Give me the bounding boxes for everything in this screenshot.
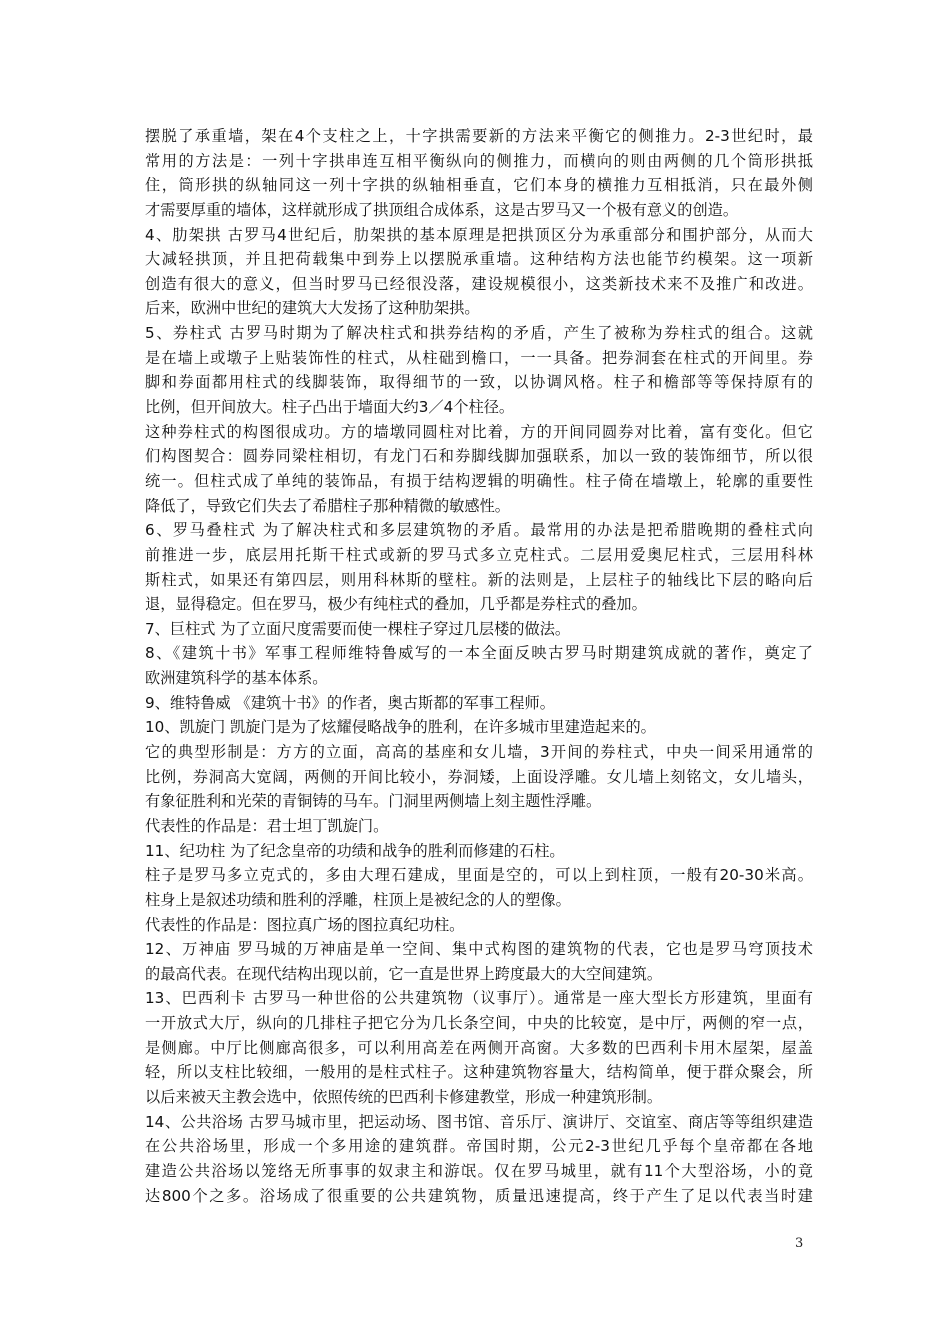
text-line: 以后来被天主教会选中，依照传统的巴西利卡修建教堂，形成一种建筑形制。 xyxy=(145,1087,663,1106)
paragraph xyxy=(145,617,813,642)
paragraph xyxy=(145,124,813,223)
paragraph xyxy=(145,1110,813,1209)
text-line: 摆脱了承重墙，架在4个支柱之上，十字拱需要新的方法来平衡它的侧推力。2-3世纪时，最 xyxy=(145,127,813,145)
text-line: 住，筒形拱的纵轴同这一列十字拱的纵轴相垂直，它们本身的横推力互相抵消，只在最外侧 xyxy=(145,176,813,195)
text-line: 9、维特鲁威 《建筑十书》的作者，奥古斯都的军事工程师。 xyxy=(145,693,555,712)
text-line: 4、肋架拱 古罗马4世纪后，肋架拱的基本原理是把拱顶区分为承重部分和围护部分，从而大 xyxy=(145,225,813,244)
text-line: 柱子是罗马多立克式的，多由大理石建成，里面是空的，可以上到柱顶，一般有20-30米高。 xyxy=(145,866,813,885)
text-line: 是侧廊。中厅比侧廊高很多，可以利用高差在两侧开高窗。大多数的巴西利卡用木屋架，屋盖 xyxy=(145,1038,813,1057)
text-line: 前推进一步，底层用托斯干柱式或新的罗马式多立克柱式。二层用爱奥尼柱式，三层用科林 xyxy=(145,545,813,564)
text-line: 比例，券洞高大宽阔，两侧的开间比较小，券洞矮，上面设浮雕。女儿墙上刻铭文，女儿墙头， xyxy=(145,767,813,786)
text-line: 脚和券面都用柱式的线脚装饰，取得细节的一致，以协调风格。柱子和檐部等等保持原有的 xyxy=(145,373,813,392)
text-line: 柱身上是叙述功绩和胜利的浮雕，柱顶上是被纪念的人的塑像。 xyxy=(145,890,571,909)
text-line: 这种券柱式的构图很成功。方的墙墩同圆柱对比着，方的开间同圆券对比着，富有变化。但它 xyxy=(145,422,813,441)
text-line: 建造公共浴场以笼络无所事事的奴隶主和游氓。仅在罗马城里，就有11个大型浴场，小的竟 xyxy=(145,1161,813,1180)
paragraph xyxy=(145,913,813,938)
text-line: 8、《建筑十书》军事工程师维特鲁威写的一本全面反映古罗马时期建筑成就的著作，奠定了 xyxy=(145,644,813,663)
text-line: 的最高代表。在现代结构出现以前，它一直是世界上跨度最大的大空间建筑。 xyxy=(145,964,663,983)
text-line: 代表性的作品是：图拉真广场的图拉真纪功柱。 xyxy=(145,915,465,934)
text-line: 13、巴西利卡 古罗马一种世俗的公共建筑物（议事厅）。通常是一座大型长方形建筑，里面有 xyxy=(145,989,813,1008)
page-number: 3 xyxy=(795,1236,804,1251)
paragraph xyxy=(145,814,813,839)
text-line: 降低了，导致它们失去了希腊柱子那种精微的敏感性。 xyxy=(145,496,510,515)
paragraph xyxy=(145,863,813,912)
paragraph xyxy=(145,420,813,519)
text-line: 欧洲建筑科学的基本体系。 xyxy=(145,669,328,688)
text-line: 一开放式大厅，纵向的几排柱子把它分为几长条空间，中央的比较宽，是中厅，两侧的窄一点， xyxy=(145,1014,813,1033)
paragraph xyxy=(145,641,813,690)
text-line: 创造有很大的意义，但当时罗马已经很没落，建设规模很小，这类新技术来不及推广和改进。 xyxy=(145,274,813,293)
text-line: 14、公共浴场 古罗马城市里，把运动场、图书馆、音乐厅、演讲厅、交谊室、商店等等组织建造 xyxy=(145,1112,813,1131)
text-line: 它的典型形制是：方方的立面，高高的基座和女儿墙，3开间的券柱式，中央一间采用通常的 xyxy=(145,743,813,762)
text-line: 比例，但开间放大。柱子凸出于墙面大约3／4个柱径。 xyxy=(145,398,515,417)
text-line: 11、纪功柱 为了纪念皇帝的功绩和战争的胜利而修建的石柱。 xyxy=(145,841,565,860)
text-line: 6、罗马叠柱式 为了解决柱式和多层建筑物的矛盾。最常用的办法是把希腊晚期的叠柱式向 xyxy=(145,521,813,540)
text-line: 常用的方法是：一列十字拱串连互相平衡纵向的侧推力，而横向的则由两侧的几个筒形拱抵 xyxy=(145,151,813,170)
text-line: 们构图契合：圆券同梁柱相切，有龙门石和券脚线脚加强联系，加以一致的装饰细节，所以很 xyxy=(145,447,813,466)
text-line: 统一。但柱式成了单纯的装饰品，有损于结构逻辑的明确性。柱子倚在墙墩上，轮廓的重要性 xyxy=(145,471,813,490)
paragraph xyxy=(145,691,813,716)
paragraph xyxy=(145,321,813,420)
text-line: 退，显得稳定。但在罗马，极少有纯柱式的叠加，几乎都是券柱式的叠加。 xyxy=(145,595,647,614)
text-line: 7、巨柱式 为了立面尺度需要而使一棵柱子穿过几层楼的做法。 xyxy=(145,619,571,638)
paragraph xyxy=(145,715,813,740)
text-line: 达800个之多。浴场成了很重要的公共建筑物，质量迅速提高，终于产生了足以代表当时建 xyxy=(145,1186,813,1205)
text-line: 才需要厚重的墙体，这样就形成了拱顶组合成体系，这是古罗马又一个极有意义的创造。 xyxy=(145,200,739,219)
text-line: 后来，欧洲中世纪的建筑大大发扬了这种肋架拱。 xyxy=(145,299,480,318)
text-line: 5、券柱式 古罗马时期为了解决柱式和拱券结构的矛盾，产生了被称为券柱式的组合。这就 xyxy=(145,324,813,343)
paragraph xyxy=(145,223,813,322)
text-line: 代表性的作品是：君士坦丁凯旋门。 xyxy=(145,816,389,835)
text-line: 是在墙上或墩子上贴装饰性的柱式，从柱础到檐口，一一具备。把券洞套在柱式的开间里。券 xyxy=(145,348,813,367)
text-line: 大减轻拱顶，并且把荷载集中到券上以摆脱承重墙。这种结构方法也能节约模架。这一项新 xyxy=(145,250,813,269)
paragraph xyxy=(145,518,813,617)
text-line: 10、凯旋门 凯旋门是为了炫耀侵略战争的胜利，在许多城市里建造起来的。 xyxy=(145,718,656,737)
paragraph xyxy=(145,839,813,864)
paragraph xyxy=(145,740,813,814)
paragraph xyxy=(145,986,813,1109)
page-body xyxy=(145,124,813,1208)
text-line: 在公共浴场里，形成一个多用途的建筑群。帝国时期，公元2-3世纪几乎每个皇帝都在各地 xyxy=(145,1137,813,1156)
text-line: 斯柱式，如果还有第四层，则用科林斯的壁柱。新的法则是，上层柱子的轴线比下层的略向后 xyxy=(145,570,813,589)
paragraph xyxy=(145,937,813,986)
text-line: 12、万神庙 罗马城的万神庙是单一空间、集中式构图的建筑物的代表，它也是罗马穹顶技术 xyxy=(145,940,813,959)
text-line: 轻，所以支柱比较细，一般用的是柱式柱子。这种建筑物容量大，结构简单，便于群众聚会，所 xyxy=(145,1063,813,1082)
text-line: 有象征胜利和光荣的青铜铸的马车。门洞里两侧墙上刻主题性浮雕。 xyxy=(145,792,602,811)
